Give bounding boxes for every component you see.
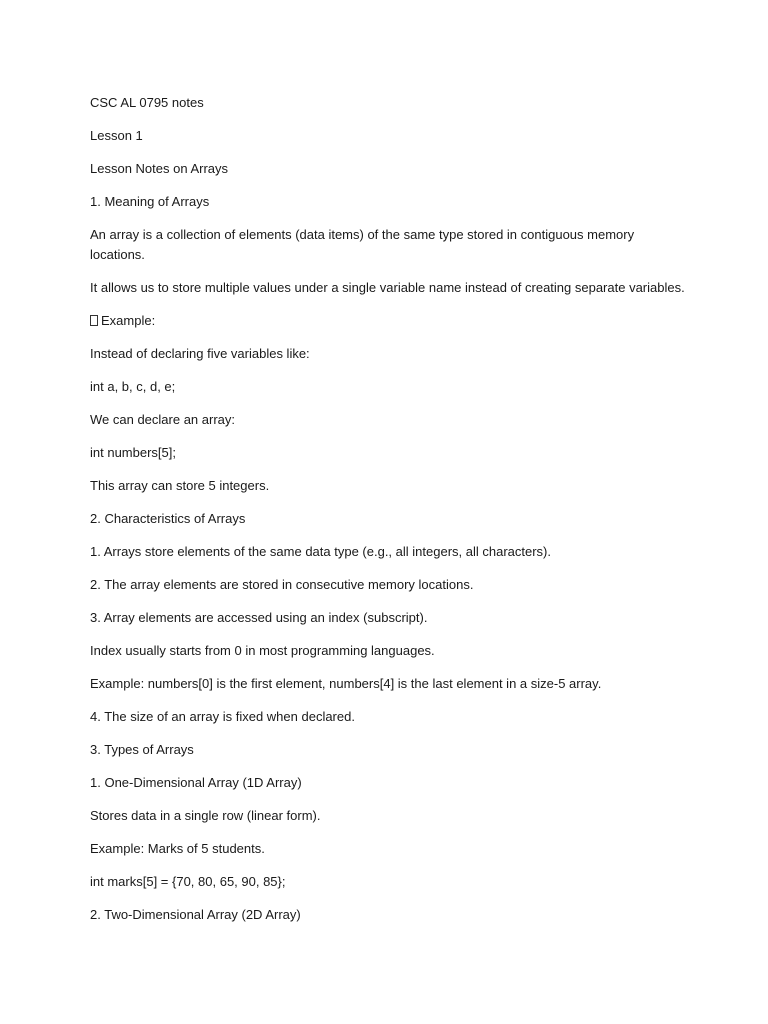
section-heading-types: 3. Types of Arrays bbox=[90, 741, 194, 757]
paragraph-purpose: It allows us to store multiple values under a single variable name instead of creating separate variables. bbox=[90, 279, 685, 295]
paragraph-index-start: Index usually starts from 0 in most programming languages. bbox=[90, 642, 435, 658]
code-variables: int a, b, c, d, e; bbox=[90, 378, 176, 394]
paragraph-definition: An array is a collection of elements (data items) of the same type stored in contiguous memory locations. bbox=[90, 227, 635, 262]
paragraph-1d-description: Stores data in a single row (linear form). bbox=[90, 807, 321, 823]
characteristic-item-1: 1. Arrays store elements of the same data type (e.g., all integers, all characters). bbox=[90, 543, 551, 559]
paragraph-declare-array: We can declare an array: bbox=[90, 411, 235, 427]
paragraph-1d-example: Example: Marks of 5 students. bbox=[90, 840, 265, 856]
example-label-text: Example: bbox=[101, 312, 156, 328]
section-heading-meaning: 1. Meaning of Arrays bbox=[90, 194, 210, 209]
code-marks-array: int marks[5] = {70, 80, 65, 90, 85}; bbox=[90, 873, 286, 889]
paragraph-array-capacity: This array can store 5 integers. bbox=[90, 477, 270, 493]
section-heading-characteristics: 2. Characteristics of Arrays bbox=[90, 510, 246, 526]
document-body bbox=[90, 93, 690, 938]
lesson-number: Lesson 1 bbox=[90, 128, 143, 143]
course-title: CSC AL 0795 notes bbox=[90, 95, 204, 110]
characteristic-item-4: 4. The size of an array is fixed when declared. bbox=[90, 708, 355, 724]
paragraph-instead: Instead of declaring five variables like: bbox=[90, 345, 310, 361]
missing-glyph-icon bbox=[90, 315, 98, 326]
example-label bbox=[90, 311, 690, 331]
characteristic-item-3: 3. Array elements are accessed using an index (subscript). bbox=[90, 609, 428, 625]
type-item-2d: 2. Two-Dimensional Array (2D Array) bbox=[90, 906, 301, 922]
paragraph-index-example: Example: numbers[0] is the first element, numbers[4] is the last element in a size-5 array. bbox=[90, 675, 602, 691]
type-item-1d: 1. One-Dimensional Array (1D Array) bbox=[90, 774, 302, 790]
lesson-title: Lesson Notes on Arrays bbox=[90, 161, 229, 176]
code-array-declaration: int numbers[5]; bbox=[90, 444, 176, 460]
characteristic-item-2: 2. The array elements are stored in consecutive memory locations. bbox=[90, 576, 474, 592]
